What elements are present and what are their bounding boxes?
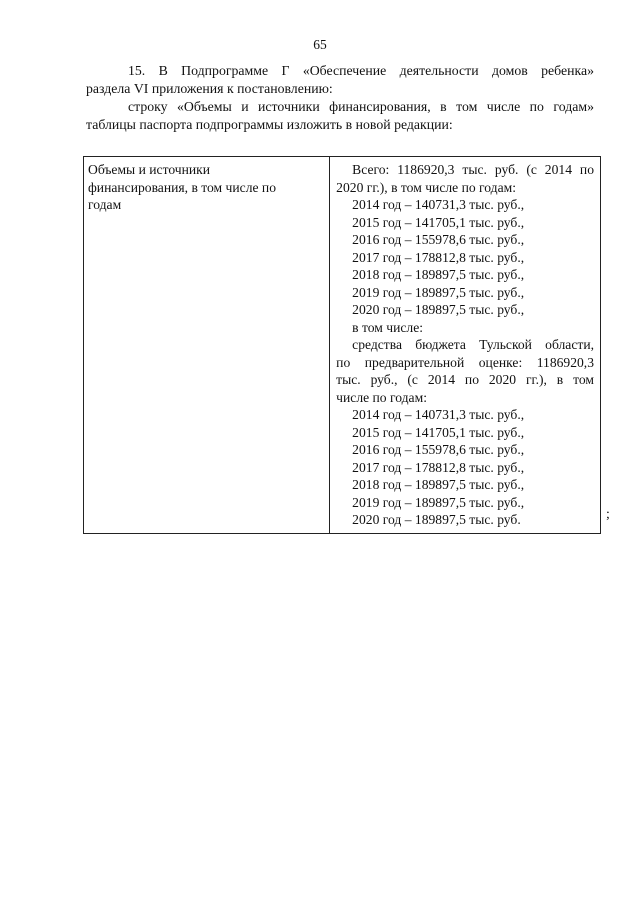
year-budget-line: 2015 год – 141705,1 тыс. руб.,	[352, 424, 525, 440]
year-budget-line: 2017 год – 178812,8 тыс. руб.,	[352, 459, 525, 475]
including-label: в том числе:	[352, 319, 424, 335]
paragraph-item-15-line2: раздела VI приложения к постановлению:	[86, 81, 333, 96]
paragraph-instruction-line1: строку «Объемы и источники финансирования, в том числе по годам»	[128, 99, 594, 114]
budget-source-line: тыс. руб., (с 2014 по 2020 гг.), в том	[336, 372, 594, 387]
total-funding-line: 2020 гг.), в том числе по годам:	[336, 179, 517, 195]
budget-source-line: числе по годам:	[336, 389, 427, 405]
passport-table	[83, 156, 601, 534]
page-number: 65	[313, 37, 327, 52]
year-budget-line: 2019 год – 189897,5 тыс. руб.,	[352, 494, 525, 510]
year-total-line: 2015 год – 141705,1 тыс. руб.,	[352, 214, 525, 230]
intro-text	[86, 62, 594, 134]
row-label-line: Объемы и источники	[88, 162, 211, 177]
row-label-line: годам	[88, 197, 122, 212]
year-total-line: 2018 год – 189897,5 тыс. руб.,	[352, 267, 525, 282]
year-total-line: 2019 год – 189897,5 тыс. руб.,	[352, 284, 525, 300]
year-budget-line: 2020 год – 189897,5 тыс. руб.	[352, 512, 521, 527]
year-total-line: 2017 год – 178812,8 тыс. руб.,	[352, 249, 525, 265]
year-budget-line: 2018 год – 189897,5 тыс. руб.,	[352, 477, 525, 492]
total-funding-line: Всего: 1186920,3 тыс. руб. (с 2014 по	[352, 162, 594, 177]
year-total-line: 2014 год – 140731,3 тыс. руб.,	[352, 197, 525, 212]
budget-source-line: средства бюджета Тульской области,	[352, 337, 594, 352]
budget-source-line: по предварительной оценке: 1186920,3	[336, 354, 594, 370]
row-label-cell	[84, 157, 330, 534]
year-budget-line: 2014 год – 140731,3 тыс. руб.,	[352, 407, 525, 422]
year-total-line: 2020 год – 189897,5 тыс. руб.,	[352, 302, 525, 317]
paragraph-instruction-line2: таблицы паспорта подпрограммы изложить в новой редакции:	[86, 117, 453, 132]
year-budget-line: 2016 год – 155978,6 тыс. руб.,	[352, 442, 525, 457]
table-row	[84, 157, 601, 534]
row-label-line: финансирования, в том числе по	[88, 179, 276, 195]
year-total-line: 2016 год – 155978,6 тыс. руб.,	[352, 232, 525, 247]
row-value-cell	[330, 157, 601, 534]
paragraph-item-15-line1: 15. В Подпрограмме Г «Обеспечение деятельности домов ребенка»	[128, 63, 594, 78]
trailing-semicolon: ;	[606, 506, 610, 521]
